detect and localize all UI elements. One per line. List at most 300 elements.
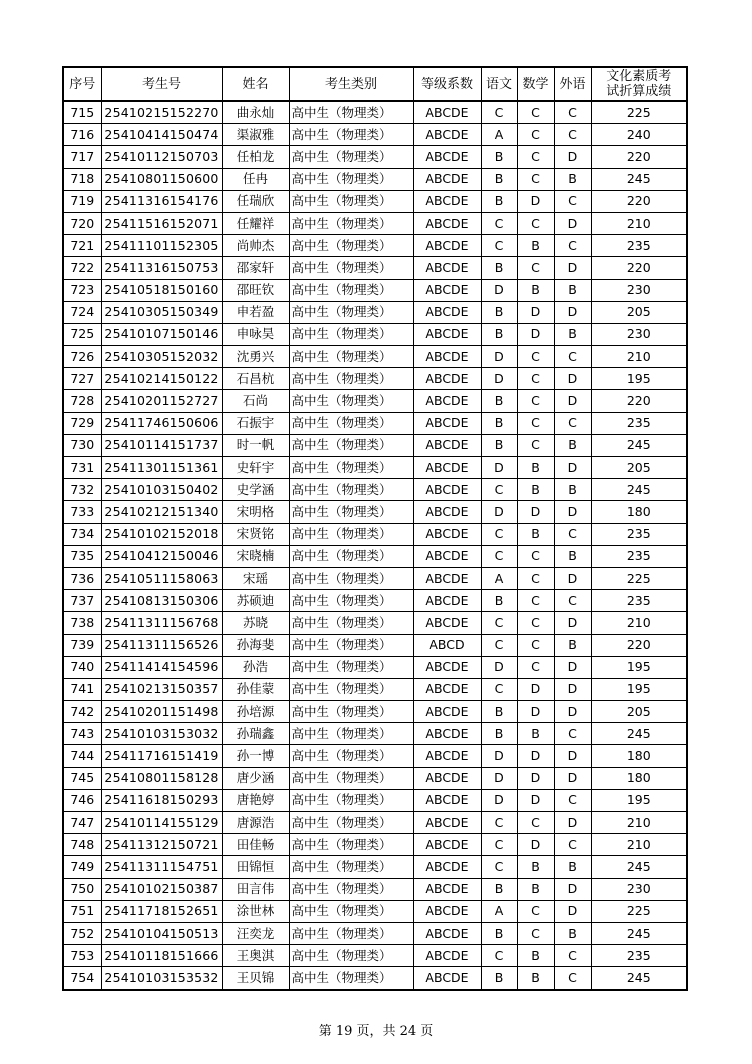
- cell-score: 195: [591, 789, 687, 811]
- cell-grade: ABCDE: [413, 279, 481, 301]
- cell-name: 宋明格: [222, 501, 289, 523]
- cell-category: 高中生（物理类）: [289, 612, 413, 634]
- cell-math: B: [517, 523, 554, 545]
- cell-chinese: D: [481, 789, 517, 811]
- cell-foreign: D: [554, 501, 591, 523]
- cell-foreign: D: [554, 656, 591, 678]
- table-row: [63, 922, 687, 944]
- cell-math: B: [517, 457, 554, 479]
- cell-foreign: C: [554, 789, 591, 811]
- cell-math: C: [517, 101, 554, 124]
- cell-no: 751: [63, 900, 101, 922]
- cell-score: 210: [591, 612, 687, 634]
- cell-category: 高中生（物理类）: [289, 545, 413, 567]
- cell-chinese: B: [481, 323, 517, 345]
- cell-foreign: D: [554, 390, 591, 412]
- cell-category: 高中生（物理类）: [289, 767, 413, 789]
- cell-id: 25411414154596: [101, 656, 222, 678]
- cell-id: 25411516152071: [101, 212, 222, 234]
- cell-id: 25410518150160: [101, 279, 222, 301]
- cell-chinese: A: [481, 124, 517, 146]
- table-row: [63, 834, 687, 856]
- cell-math: D: [517, 767, 554, 789]
- table-row: [63, 457, 687, 479]
- cell-foreign: B: [554, 856, 591, 878]
- table-row: [63, 567, 687, 589]
- cell-grade: ABCDE: [413, 922, 481, 944]
- header-foreign: 外语: [554, 67, 591, 101]
- cell-chinese: B: [481, 590, 517, 612]
- cell-score: 180: [591, 501, 687, 523]
- table-row: [63, 945, 687, 967]
- cell-no: 742: [63, 701, 101, 723]
- cell-foreign: D: [554, 212, 591, 234]
- cell-grade: ABCDE: [413, 701, 481, 723]
- cell-score: 210: [591, 834, 687, 856]
- cell-no: 734: [63, 523, 101, 545]
- cell-grade: ABCDE: [413, 212, 481, 234]
- cell-category: 高中生（物理类）: [289, 967, 413, 990]
- cell-score: 220: [591, 257, 687, 279]
- cell-id: 25410114151737: [101, 434, 222, 456]
- cell-category: 高中生（物理类）: [289, 235, 413, 257]
- cell-foreign: D: [554, 812, 591, 834]
- cell-id: 25410103153532: [101, 967, 222, 990]
- cell-id: 25410212151340: [101, 501, 222, 523]
- cell-chinese: D: [481, 457, 517, 479]
- cell-math: D: [517, 678, 554, 700]
- header-score-line2: 试折算成绩: [606, 84, 672, 99]
- cell-no: 747: [63, 812, 101, 834]
- cell-score: 230: [591, 279, 687, 301]
- cell-no: 743: [63, 723, 101, 745]
- cell-id: 25410104150513: [101, 922, 222, 944]
- cell-name: 石振宇: [222, 412, 289, 434]
- cell-no: 753: [63, 945, 101, 967]
- table-row: [63, 656, 687, 678]
- cell-math: C: [517, 434, 554, 456]
- cell-id: 25411311156768: [101, 612, 222, 634]
- table-body: [63, 101, 687, 990]
- cell-id: 25410118151666: [101, 945, 222, 967]
- cell-grade: ABCDE: [413, 368, 481, 390]
- cell-foreign: C: [554, 523, 591, 545]
- cell-name: 王贝锦: [222, 967, 289, 990]
- cell-foreign: D: [554, 567, 591, 589]
- cell-chinese: C: [481, 678, 517, 700]
- cell-score: 225: [591, 900, 687, 922]
- cell-category: 高中生（物理类）: [289, 922, 413, 944]
- cell-math: D: [517, 834, 554, 856]
- cell-name: 时一帆: [222, 434, 289, 456]
- cell-math: B: [517, 967, 554, 990]
- cell-no: 726: [63, 346, 101, 368]
- cell-id: 25411316154176: [101, 190, 222, 212]
- cell-chinese: B: [481, 967, 517, 990]
- cell-category: 高中生（物理类）: [289, 212, 413, 234]
- cell-foreign: D: [554, 368, 591, 390]
- header-grade: 等级系数: [413, 67, 481, 101]
- cell-grade: ABCDE: [413, 789, 481, 811]
- cell-category: 高中生（物理类）: [289, 101, 413, 124]
- cell-chinese: B: [481, 168, 517, 190]
- cell-name: 苏硕迪: [222, 590, 289, 612]
- cell-foreign: B: [554, 434, 591, 456]
- cell-name: 孙佳蒙: [222, 678, 289, 700]
- cell-grade: ABCDE: [413, 545, 481, 567]
- cell-grade: ABCDE: [413, 878, 481, 900]
- cell-no: 717: [63, 146, 101, 168]
- cell-name: 田锦恒: [222, 856, 289, 878]
- cell-foreign: D: [554, 457, 591, 479]
- cell-name: 唐源浩: [222, 812, 289, 834]
- cell-category: 高中生（物理类）: [289, 301, 413, 323]
- cell-chinese: D: [481, 767, 517, 789]
- header-score: [591, 67, 687, 101]
- cell-id: 25410102152018: [101, 523, 222, 545]
- cell-id: 25410801158128: [101, 767, 222, 789]
- cell-math: D: [517, 501, 554, 523]
- cell-no: 749: [63, 856, 101, 878]
- table-row: [63, 434, 687, 456]
- cell-id: 25411101152305: [101, 235, 222, 257]
- cell-id: 25411716151419: [101, 745, 222, 767]
- cell-grade: ABCDE: [413, 479, 481, 501]
- cell-score: 235: [591, 945, 687, 967]
- cell-foreign: C: [554, 590, 591, 612]
- cell-foreign: C: [554, 124, 591, 146]
- cell-grade: ABCDE: [413, 656, 481, 678]
- cell-name: 宋瑶: [222, 567, 289, 589]
- header-row: [63, 67, 687, 101]
- cell-id: 25411618150293: [101, 789, 222, 811]
- cell-chinese: D: [481, 501, 517, 523]
- cell-name: 沈勇兴: [222, 346, 289, 368]
- cell-chinese: B: [481, 922, 517, 944]
- cell-math: D: [517, 301, 554, 323]
- cell-id: 25410201152727: [101, 390, 222, 412]
- cell-no: 750: [63, 878, 101, 900]
- cell-math: C: [517, 656, 554, 678]
- cell-category: 高中生（物理类）: [289, 457, 413, 479]
- cell-name: 孙瑞鑫: [222, 723, 289, 745]
- cell-no: 725: [63, 323, 101, 345]
- cell-foreign: C: [554, 346, 591, 368]
- cell-no: 735: [63, 545, 101, 567]
- cell-id: 25411718152651: [101, 900, 222, 922]
- cell-foreign: C: [554, 945, 591, 967]
- cell-grade: ABCDE: [413, 900, 481, 922]
- cell-id: 25411311156526: [101, 634, 222, 656]
- cell-name: 唐艳婷: [222, 789, 289, 811]
- header-name: 姓名: [222, 67, 289, 101]
- header-math: 数学: [517, 67, 554, 101]
- header-category: 考生类别: [289, 67, 413, 101]
- cell-math: C: [517, 124, 554, 146]
- cell-grade: ABCDE: [413, 745, 481, 767]
- cell-chinese: B: [481, 434, 517, 456]
- cell-chinese: B: [481, 701, 517, 723]
- table-row: [63, 678, 687, 700]
- table-row: [63, 146, 687, 168]
- cell-category: 高中生（物理类）: [289, 479, 413, 501]
- cell-category: 高中生（物理类）: [289, 834, 413, 856]
- header-score-line1: 文化素质考: [606, 69, 672, 84]
- cell-grade: ABCDE: [413, 168, 481, 190]
- cell-grade: ABCDE: [413, 146, 481, 168]
- cell-id: 25411746150606: [101, 412, 222, 434]
- cell-chinese: A: [481, 567, 517, 589]
- cell-chinese: C: [481, 812, 517, 834]
- cell-no: 724: [63, 301, 101, 323]
- cell-category: 高中生（物理类）: [289, 945, 413, 967]
- cell-score: 235: [591, 412, 687, 434]
- cell-grade: ABCDE: [413, 501, 481, 523]
- cell-name: 申若盈: [222, 301, 289, 323]
- cell-name: 申咏昊: [222, 323, 289, 345]
- cell-chinese: C: [481, 545, 517, 567]
- cell-grade: ABCDE: [413, 567, 481, 589]
- cell-id: 25410114155129: [101, 812, 222, 834]
- cell-category: 高中生（物理类）: [289, 878, 413, 900]
- cell-id: 25410102150387: [101, 878, 222, 900]
- cell-name: 涂世林: [222, 900, 289, 922]
- cell-category: 高中生（物理类）: [289, 567, 413, 589]
- cell-name: 宋晓楠: [222, 545, 289, 567]
- cell-no: 732: [63, 479, 101, 501]
- cell-chinese: D: [481, 346, 517, 368]
- cell-chinese: B: [481, 146, 517, 168]
- cell-math: C: [517, 612, 554, 634]
- table-row: [63, 767, 687, 789]
- table-row: [63, 235, 687, 257]
- table-row: [63, 168, 687, 190]
- cell-score: 220: [591, 634, 687, 656]
- table-row: [63, 501, 687, 523]
- cell-chinese: C: [481, 101, 517, 124]
- cell-name: 王奥淇: [222, 945, 289, 967]
- cell-id: 25410511158063: [101, 567, 222, 589]
- cell-category: 高中生（物理类）: [289, 190, 413, 212]
- cell-score: 235: [591, 590, 687, 612]
- cell-math: C: [517, 146, 554, 168]
- cell-category: 高中生（物理类）: [289, 701, 413, 723]
- cell-name: 苏晓: [222, 612, 289, 634]
- cell-name: 渠淑雅: [222, 124, 289, 146]
- cell-name: 史学涵: [222, 479, 289, 501]
- cell-score: 205: [591, 457, 687, 479]
- table-row: [63, 812, 687, 834]
- cell-score: 245: [591, 723, 687, 745]
- cell-foreign: B: [554, 922, 591, 944]
- cell-name: 曲永灿: [222, 101, 289, 124]
- cell-chinese: C: [481, 523, 517, 545]
- cell-grade: ABCDE: [413, 723, 481, 745]
- cell-no: 723: [63, 279, 101, 301]
- cell-score: 225: [591, 567, 687, 589]
- cell-id: 25410107150146: [101, 323, 222, 345]
- cell-grade: ABCDE: [413, 301, 481, 323]
- cell-score: 180: [591, 767, 687, 789]
- cell-foreign: C: [554, 412, 591, 434]
- cell-score: 245: [591, 967, 687, 990]
- cell-name: 宋贤铭: [222, 523, 289, 545]
- table-row: [63, 900, 687, 922]
- cell-name: 孙海斐: [222, 634, 289, 656]
- cell-no: 745: [63, 767, 101, 789]
- cell-chinese: A: [481, 900, 517, 922]
- cell-grade: ABCDE: [413, 967, 481, 990]
- cell-name: 孙一博: [222, 745, 289, 767]
- cell-name: 任瑞欣: [222, 190, 289, 212]
- cell-chinese: D: [481, 745, 517, 767]
- table-row: [63, 545, 687, 567]
- cell-math: C: [517, 412, 554, 434]
- cell-grade: ABCDE: [413, 590, 481, 612]
- cell-no: 738: [63, 612, 101, 634]
- cell-foreign: C: [554, 190, 591, 212]
- cell-id: 25410215152270: [101, 101, 222, 124]
- header-chinese: 语文: [481, 67, 517, 101]
- cell-chinese: C: [481, 834, 517, 856]
- cell-foreign: D: [554, 146, 591, 168]
- cell-category: 高中生（物理类）: [289, 390, 413, 412]
- cell-math: C: [517, 257, 554, 279]
- cell-name: 史轩宇: [222, 457, 289, 479]
- cell-no: 719: [63, 190, 101, 212]
- cell-score: 225: [591, 101, 687, 124]
- cell-no: 727: [63, 368, 101, 390]
- cell-category: 高中生（物理类）: [289, 501, 413, 523]
- cell-category: 高中生（物理类）: [289, 257, 413, 279]
- cell-category: 高中生（物理类）: [289, 590, 413, 612]
- cell-foreign: B: [554, 545, 591, 567]
- cell-grade: ABCDE: [413, 323, 481, 345]
- cell-no: 744: [63, 745, 101, 767]
- table-row: [63, 301, 687, 323]
- cell-score: 220: [591, 190, 687, 212]
- cell-category: 高中生（物理类）: [289, 812, 413, 834]
- cell-score: 195: [591, 656, 687, 678]
- cell-category: 高中生（物理类）: [289, 346, 413, 368]
- cell-grade: ABCDE: [413, 434, 481, 456]
- cell-no: 748: [63, 834, 101, 856]
- cell-score: 230: [591, 878, 687, 900]
- cell-math: B: [517, 723, 554, 745]
- cell-foreign: D: [554, 900, 591, 922]
- cell-name: 孙浩: [222, 656, 289, 678]
- cell-score: 245: [591, 434, 687, 456]
- cell-id: 25410414150474: [101, 124, 222, 146]
- cell-grade: ABCDE: [413, 257, 481, 279]
- cell-math: C: [517, 168, 554, 190]
- cell-id: 25410103153032: [101, 723, 222, 745]
- cell-score: 205: [591, 301, 687, 323]
- cell-foreign: C: [554, 834, 591, 856]
- cell-math: B: [517, 856, 554, 878]
- cell-math: C: [517, 812, 554, 834]
- cell-score: 235: [591, 235, 687, 257]
- cell-category: 高中生（物理类）: [289, 124, 413, 146]
- cell-grade: ABCDE: [413, 190, 481, 212]
- cell-id: 25410801150600: [101, 168, 222, 190]
- cell-id: 25411301151361: [101, 457, 222, 479]
- cell-math: D: [517, 190, 554, 212]
- cell-category: 高中生（物理类）: [289, 789, 413, 811]
- cell-score: 210: [591, 212, 687, 234]
- cell-score: 245: [591, 856, 687, 878]
- cell-chinese: B: [481, 301, 517, 323]
- table-row: [63, 745, 687, 767]
- cell-grade: ABCDE: [413, 523, 481, 545]
- cell-name: 孙培源: [222, 701, 289, 723]
- cell-category: 高中生（物理类）: [289, 634, 413, 656]
- header-no: 序号: [63, 67, 101, 101]
- cell-score: 245: [591, 479, 687, 501]
- cell-chinese: C: [481, 612, 517, 634]
- table-row: [63, 346, 687, 368]
- cell-grade: ABCDE: [413, 124, 481, 146]
- cell-foreign: D: [554, 767, 591, 789]
- cell-no: 740: [63, 656, 101, 678]
- cell-chinese: C: [481, 212, 517, 234]
- cell-name: 石昌杭: [222, 368, 289, 390]
- table-row: [63, 390, 687, 412]
- cell-category: 高中生（物理类）: [289, 678, 413, 700]
- cell-id: 25410213150357: [101, 678, 222, 700]
- cell-chinese: C: [481, 479, 517, 501]
- cell-no: 739: [63, 634, 101, 656]
- cell-math: C: [517, 922, 554, 944]
- table-row: [63, 701, 687, 723]
- cell-no: 721: [63, 235, 101, 257]
- cell-math: D: [517, 323, 554, 345]
- cell-score: 245: [591, 168, 687, 190]
- cell-score: 195: [591, 678, 687, 700]
- cell-no: 720: [63, 212, 101, 234]
- cell-math: B: [517, 479, 554, 501]
- cell-name: 任冉: [222, 168, 289, 190]
- cell-foreign: B: [554, 323, 591, 345]
- table-row: [63, 190, 687, 212]
- cell-id: 25410813150306: [101, 590, 222, 612]
- cell-math: C: [517, 900, 554, 922]
- table-row: [63, 323, 687, 345]
- cell-chinese: C: [481, 945, 517, 967]
- cell-category: 高中生（物理类）: [289, 279, 413, 301]
- cell-id: 25410214150122: [101, 368, 222, 390]
- cell-score: 220: [591, 390, 687, 412]
- cell-no: 718: [63, 168, 101, 190]
- table-row: [63, 124, 687, 146]
- cell-no: 722: [63, 257, 101, 279]
- cell-chinese: B: [481, 412, 517, 434]
- cell-no: 737: [63, 590, 101, 612]
- cell-grade: ABCDE: [413, 812, 481, 834]
- table-row: [63, 789, 687, 811]
- cell-chinese: D: [481, 279, 517, 301]
- table-row: [63, 523, 687, 545]
- cell-foreign: C: [554, 967, 591, 990]
- cell-category: 高中生（物理类）: [289, 900, 413, 922]
- cell-score: 230: [591, 323, 687, 345]
- cell-foreign: B: [554, 479, 591, 501]
- cell-math: C: [517, 590, 554, 612]
- table-row: [63, 723, 687, 745]
- table-row: [63, 479, 687, 501]
- cell-name: 田佳畅: [222, 834, 289, 856]
- cell-no: 716: [63, 124, 101, 146]
